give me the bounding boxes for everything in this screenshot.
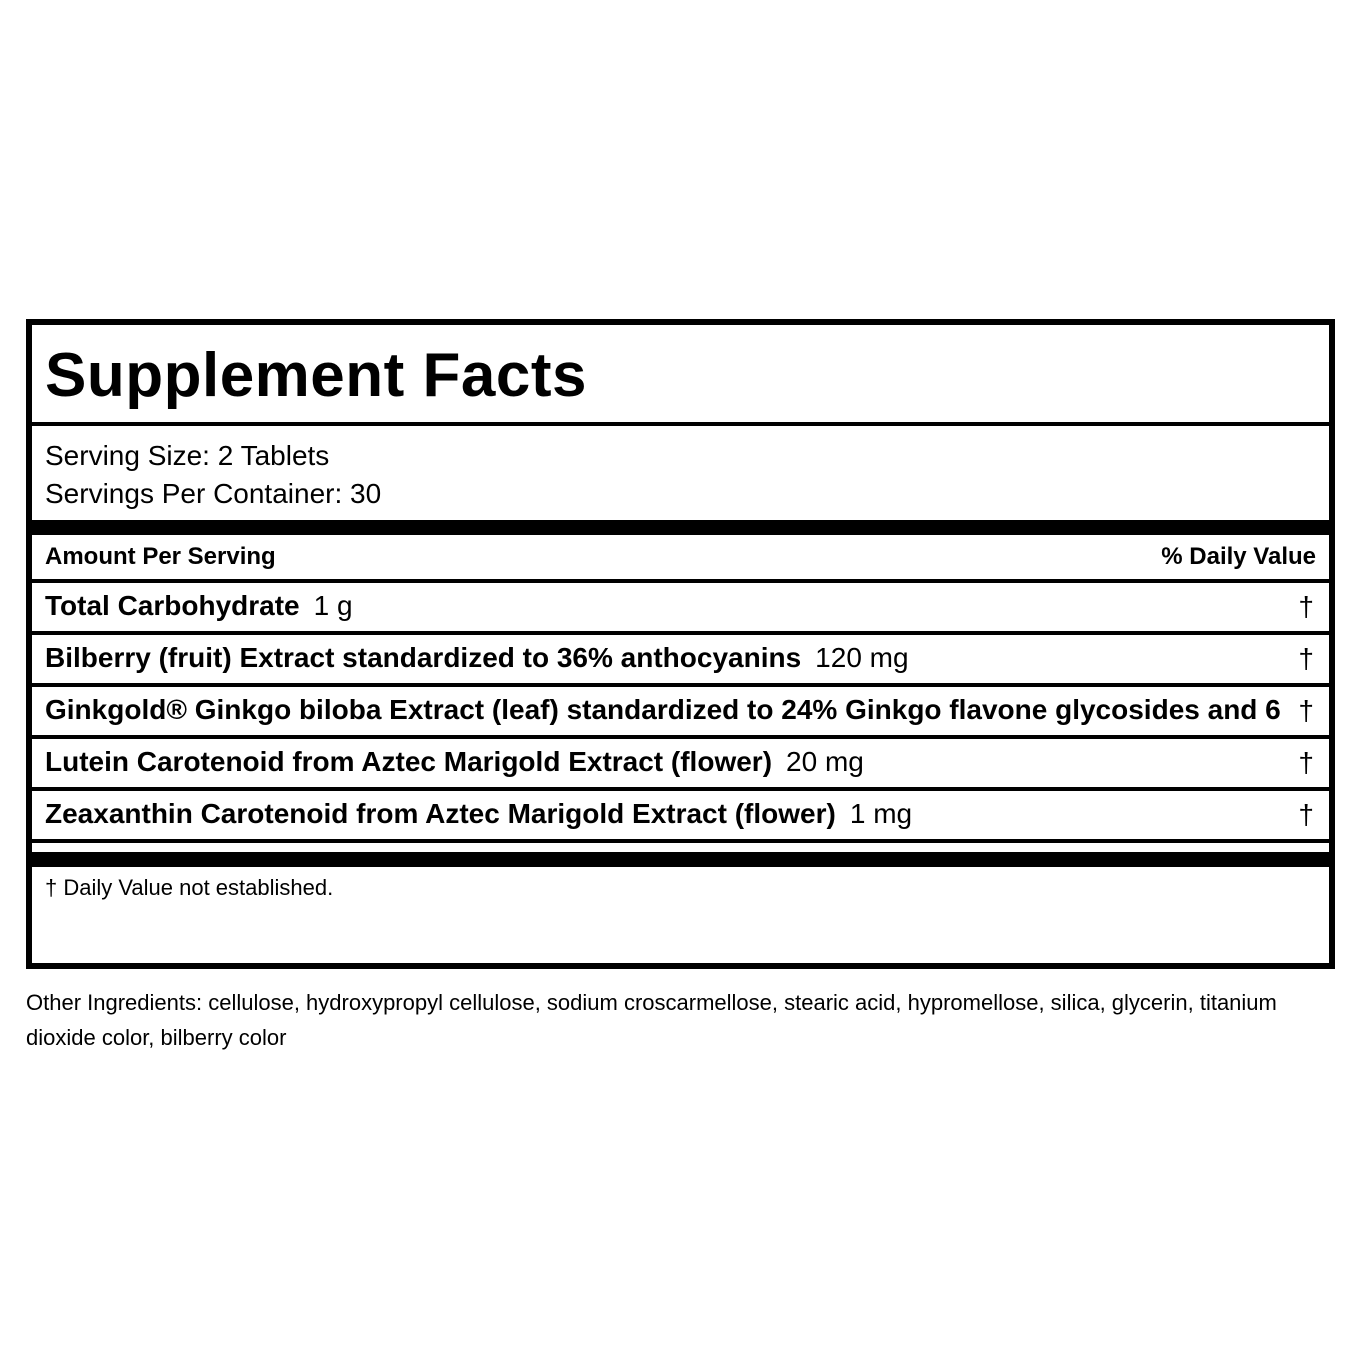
- other-ingredients: Other Ingredients: cellulose, hydroxypropyl cellulose, sodium croscarmellose, stearic acid, hypromellose, silica, glycerin, titanium dioxide color, bilberry color: [26, 990, 1277, 1050]
- daily-value-footnote: † Daily Value not established.: [45, 875, 334, 900]
- nutrient-name: Lutein Carotenoid from Aztec Marigold Extract (flower) 20 mg: [45, 746, 864, 777]
- nutrient-row: [32, 791, 1329, 843]
- nutrient-row: [32, 635, 1329, 687]
- amount-per-serving-header: Amount Per Serving: [45, 543, 276, 570]
- nutrient-name: Bilberry (fruit) Extract standardized to 36% anthocyanins 120 mg: [45, 642, 909, 673]
- nutrient-row: [32, 687, 1329, 739]
- nutrient-row: [32, 583, 1329, 635]
- footnote-section: [32, 867, 1329, 960]
- nutrient-amount: 1 mg: [849, 798, 913, 829]
- nutrient-daily-value: †: [1298, 747, 1314, 778]
- thick-divider: [32, 843, 1329, 867]
- nutrient-name: Ginkgold® Ginkgo biloba Extract (leaf) standardized to 24% Ginkgo flavone glycosides and 6: [45, 694, 1281, 725]
- nutrient-daily-value: †: [1298, 643, 1314, 674]
- supplement-facts-panel: [26, 319, 1335, 969]
- servings-per-container: Servings Per Container: 30: [45, 478, 382, 509]
- panel-title: Supplement Facts: [45, 341, 587, 410]
- serving-info: [32, 426, 1329, 535]
- nutrient-amount: 120 mg: [815, 642, 909, 673]
- nutrient-daily-value: †: [1298, 591, 1314, 622]
- nutrient-daily-value: †: [1298, 799, 1314, 830]
- serving-size: Serving Size: 2 Tablets: [45, 440, 330, 471]
- nutrient-amount: 1 g: [313, 590, 353, 621]
- nutrient-daily-value: †: [1298, 695, 1314, 726]
- title-section: [32, 325, 1329, 426]
- nutrient-name: Zeaxanthin Carotenoid from Aztec Marigold Extract (flower) 1 mg: [45, 798, 913, 829]
- nutrient-name: Total Carbohydrate 1 g: [45, 590, 353, 621]
- nutrient-amount: 20 mg: [786, 746, 864, 777]
- column-header-row: [32, 535, 1329, 583]
- daily-value-header: % Daily Value: [1161, 543, 1316, 570]
- nutrient-row: [32, 739, 1329, 791]
